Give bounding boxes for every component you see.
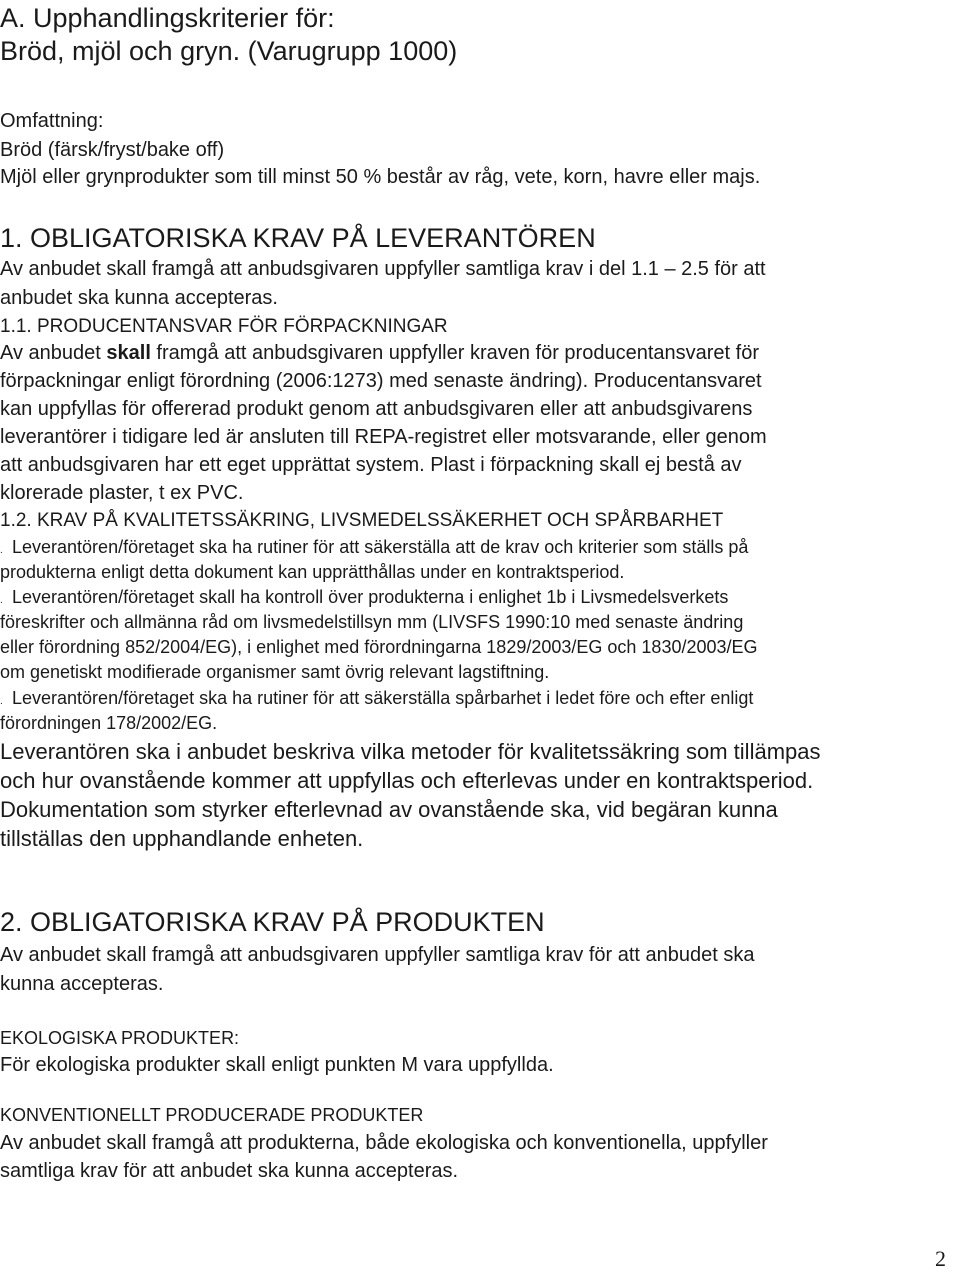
document-title-line-2: Bröd, mjöl och gryn. (Varugrupp 1000) — [0, 36, 458, 66]
bullet-item-2-line-4: om genetiskt modifierade organismer samt övrig relevant lagstiftning. — [0, 662, 550, 682]
bullet-icon: . — [0, 696, 3, 707]
bullet-item-3-line-1: . Leverantören/företaget ska ha rutiner för att säkerställa spårbarhet i ledet före och efter enligt — [0, 688, 754, 708]
quality-paragraph-line-2: och hur ovanstående kommer att uppfyllas och efterlevas under en kontraktsperiod. — [0, 768, 814, 793]
scope-line-1: Bröd (färsk/fryst/bake off) — [0, 139, 225, 161]
scope-line-2: Mjöl eller grynprodukter som till minst 50 % består av råg, vete, korn, havre eller majs. — [0, 166, 761, 188]
conventional-text-line-2: samtliga krav för att anbudet ska kunna accepteras. — [0, 1160, 459, 1182]
conventional-text-line-1: Av anbudet skall framgå att produkterna, både ekologiska och konventionella, uppfyller — [0, 1132, 768, 1154]
section-1-intro-line-2: anbudet ska kunna accepteras. — [0, 287, 278, 309]
document-title-line-1: A. Upphandlingskriterier för: — [0, 3, 335, 33]
subsection-1-1-line-1: Av anbudet skall framgå att anbudsgivaren uppfyller kraven för producentansvaret för — [0, 342, 759, 364]
ecological-text: För ekologiska produkter skall enligt punkten M vara uppfyllda. — [0, 1054, 554, 1076]
documentation-paragraph-line-1: Dokumentation som styrker efterlevnad av ovanstående ska, vid begäran kunna — [0, 797, 778, 822]
subsection-1-1-line-5: att anbudsgivaren har ett eget upprättat system. Plast i förpackning skall ej bestå av — [0, 454, 742, 476]
conventional-heading: KONVENTIONELLT PRODUCERADE PRODUKTER — [0, 1105, 424, 1125]
documentation-paragraph-line-2: tillställas den upphandlande enheten. — [0, 826, 364, 851]
ecological-heading: EKOLOGISKA PRODUKTER: — [0, 1028, 240, 1048]
section-2-intro-line-2: kunna accepteras. — [0, 973, 164, 995]
subsection-1-1-line-2: förpackningar enligt förordning (2006:1273) med senaste ändring). Producentansvaret — [0, 370, 762, 392]
page-number: 2 — [935, 1246, 946, 1271]
section-2-intro-line-1: Av anbudet skall framgå att anbudsgivaren uppfyller samtliga krav för att anbudet ska — [0, 944, 755, 966]
section-1-intro-line-1: Av anbudet skall framgå att anbudsgivaren uppfyller samtliga krav i del 1.1 – 2.5 för att — [0, 258, 766, 280]
subsection-1-1-heading: 1.1. PRODUCENTANSVAR FÖR FÖRPACKNINGAR — [0, 316, 448, 337]
quality-paragraph-line-1: Leverantören ska i anbudet beskriva vilka metoder för kvalitetssäkring som tillämpas — [0, 739, 821, 764]
scope-label: Omfattning: — [0, 110, 104, 132]
subsection-1-1-line-6: klorerade plaster, t ex PVC. — [0, 482, 244, 504]
subsection-1-2-heading: 1.2. KRAV PÅ KVALITETSSÄKRING, LIVSMEDELSSÄKERHET OCH SPÅRBARHET — [0, 510, 724, 531]
bullet-item-2-line-1: . Leverantören/företaget skall ha kontroll över produkterna i enlighet 1b i Livsmedelsverkets — [0, 587, 729, 607]
bullet-item-1-line-1: . Leverantören/företaget ska ha rutiner för att säkerställa att de krav och kriterier som ställs på — [0, 537, 749, 557]
bullet-item-2-line-3: eller förordning 852/2004/EG), i enlighet med förordningarna 1829/2003/EG och 1830/2003/EG — [0, 637, 758, 657]
bullet-icon: . — [0, 545, 3, 556]
bullet-item-2-line-2: föreskrifter och allmänna råd om livsmedelstillsyn mm (LIVSFS 1990:10 med senaste ändring — [0, 612, 744, 632]
section-2-heading: 2. OBLIGATORISKA KRAV PÅ PRODUKTEN — [0, 907, 545, 937]
subsection-1-1-line-3: kan uppfyllas för offererad produkt genom att anbudsgivaren eller att anbudsgivarens — [0, 398, 753, 420]
subsection-1-1-line-4: leverantörer i tidigare led är ansluten till REPA-registret eller motsvarande, eller genom — [0, 426, 767, 448]
bullet-item-3-line-2: förordningen 178/2002/EG. — [0, 713, 218, 733]
bullet-icon: . — [0, 595, 3, 606]
bullet-item-1-line-2: produkterna enligt detta dokument kan upprätthållas under en kontraktsperiod. — [0, 562, 625, 582]
section-1-heading: 1. OBLIGATORISKA KRAV PÅ LEVERANTÖREN — [0, 223, 596, 253]
